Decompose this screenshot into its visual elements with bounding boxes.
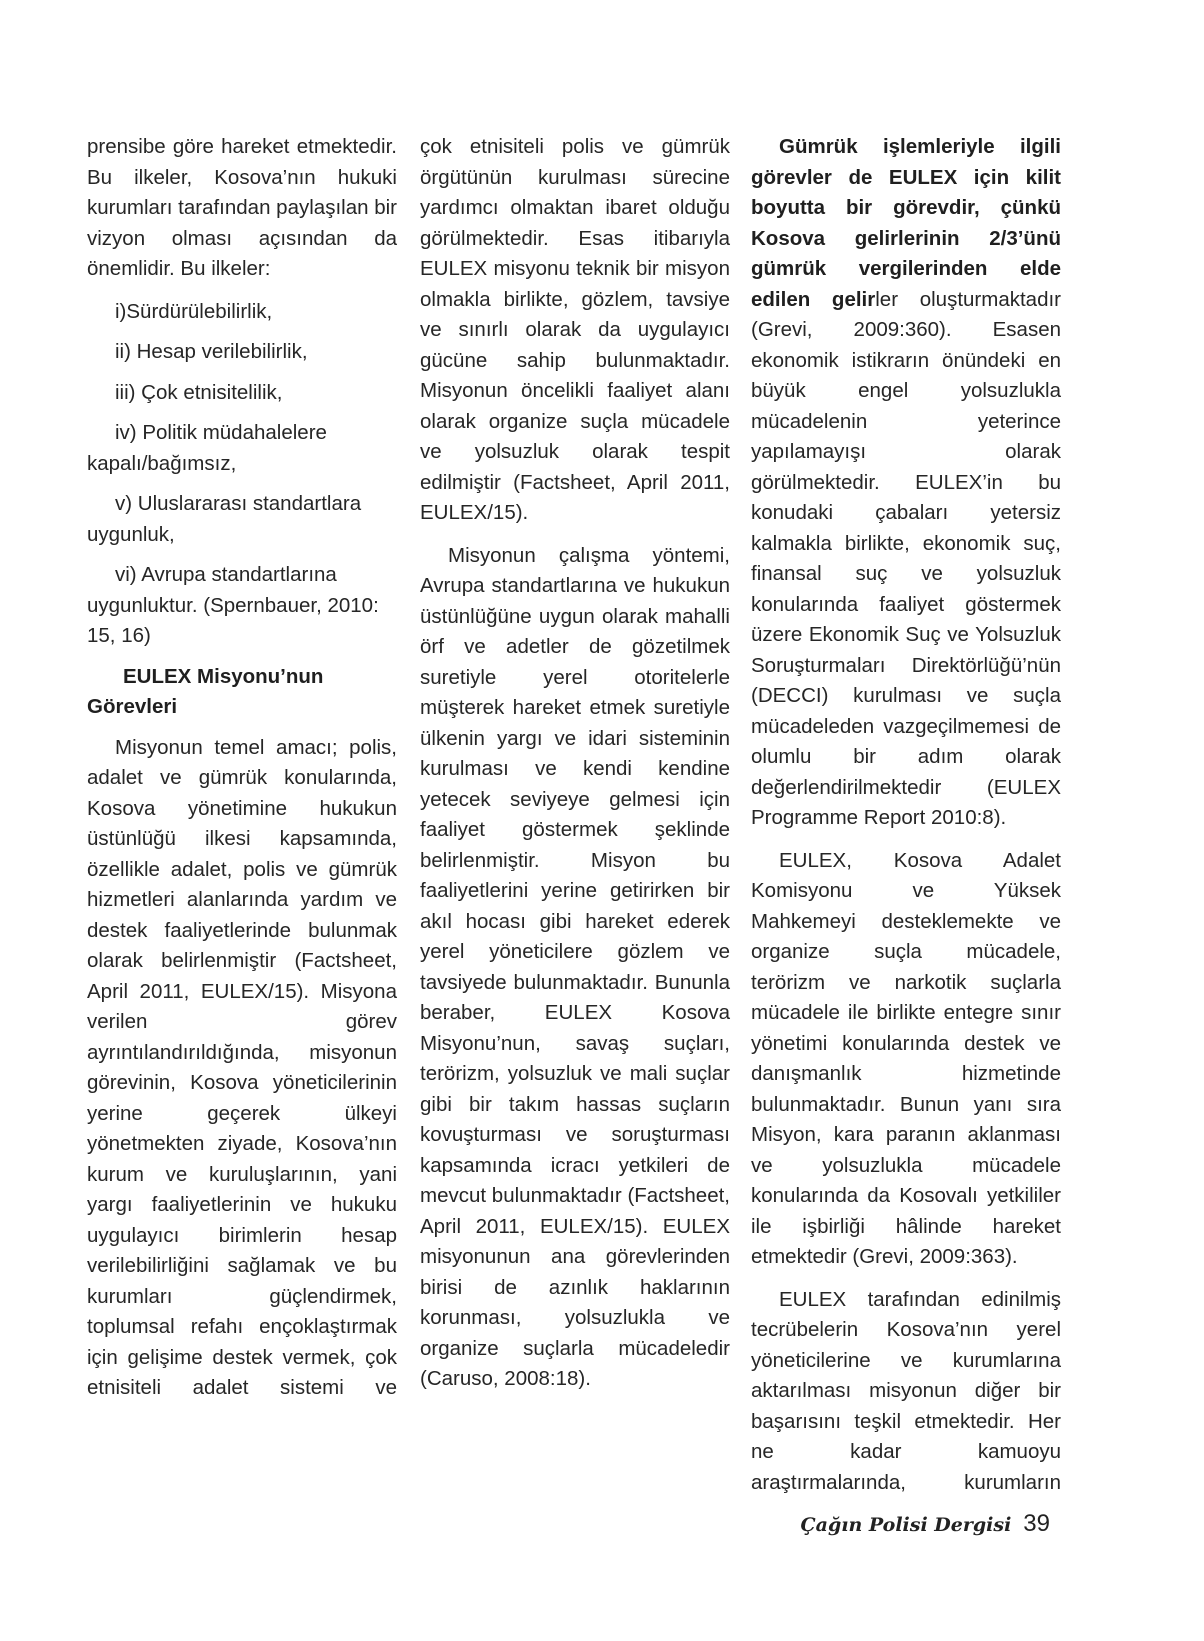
column-1 [87,132,397,1416]
intro-paragraph: prensibe göre hareket etmektedir. Bu ilkeler, Kosova’nın hukuki kurumları tarafından paylaşılan bir vizyon olması açısından da önemlidir. Bu ilkeler: [87,135,397,280]
principle-item: ii) Hesap verilebilirlik, [115,340,308,363]
principle-item: iv) Politik müdahalelere kapalı/bağımsız, [87,421,327,475]
principle-item: iii) Çok etnisitelilik, [115,380,283,404]
page-number: 39 [1023,1510,1050,1537]
body-paragraph: EULEX, Kosova Adalet Komisyonu ve Yüksek Mahkemeyi desteklemekte ve organize suçla mücadele, terörizm ve narkotik suçlarla mücadele ile birlikte entegre sınır yönetimi konularında destek ve danışmanlık hizmetinde bulunmaktadır. Bunun yanı sıra Misyon, kara paranın aklanması ve yolsuzlukla mücadele konularında da Kosovalı yetkililer ile işbirliği hâlinde hareket etmektedir (Grevi, 2009:363). [751,848,1061,1268]
section-heading: EULEX Misyonu’nun Görevleri [87,664,324,718]
body-paragraph: Misyonun temel amacı; polis, adalet ve gümrük konularında, Kosova yönetimine hukukun üstünlüğü ilkesi kapsamında, özellikle adalet, polis ve gümrük hizmetleri alanlarında yardım ve destek faaliyetlerinde bulunmak olarak belirlenmiştir (Factsheet, April 2011, EULEX/15). Misyona verilen görev ayrıntılandırıldığında, misyonun görevinin, Kosova yöneticilerinin yerine geçerek ülkeyi yönetmekten ziyade, Kosova’nın kurum ve kuruluşlarının, yani yargı faaliyetlerinin ve hukuku uygulayıcı birimlerin hesap verilebilirliğini sağlamak ve bu kurumları güçlendirmek, toplumsal refahı ençoklaştırmak için gelişime destek vermek, çok etnisiteli adalet sistemi ve [87,735,397,1399]
body-paragraph: çok etnisiteli polis ve gümrük örgütünün kurulması sürecine yardımcı olmaktan ibaret olduğu görülmektedir. Esas itibarıyla EULEX misyonu teknik bir misyon olmakla birlikte, gözlem, tavsiye ve sınırlı olarak da uygulayıcı gücüne sahip bulunmaktadır. Misyonun öncelikli faaliyet alanı olarak organize suçla mücadele ve yolsuzluk olarak tespit edilmiştir (Factsheet, April 2011, EULEX/15). [420,135,730,524]
body-paragraph [751,132,1061,834]
journal-title: Çağın Polisi Dergisi [800,1514,1012,1536]
body-paragraph: Misyonun çalışma yöntemi, Avrupa standartlarına ve hukukun üstünlüğüne uygun olarak mahalli örf ve adetler de gözetilmek suretiyle yerel otoritelerle müşterek hareket etmek suretiyle ülkenin yargı ve idari sisteminin kurulması ve kendi kendine yetecek seviyeye gelmesi için faaliyet göstermek şeklinde belirlenmiştir. Misyon bu faaliyetlerini yerine getirirken bir akıl hocası gibi hareket ederek yerel yöneticilere gözlem ve tavsiyede bulunmaktadır. Bununla beraber, EULEX Kosova Misyonu’nun, savaş suçları, terörizm, yolsuzluk ve mali suçlar gibi bir takım hassas suçların kovuşturması ve soruşturması kapsamında icracı yetkileri de mevcut bulunmaktadır (Factsheet, April 2011, EULEX/15). EULEX misyonunun ana görevlerinden birisi de azınlık haklarının korunması, yolsuzlukla ve organize suçlarla mücadeledir (Caruso, 2008:18). [420,543,730,1390]
principle-item: vi) Avrupa standartlarına uygunluktur. (Spernbauer, 2010: 15, 16) [87,563,379,647]
column-2 [420,132,730,1407]
paragraph-continuation: ler oluşturmaktadır (Grevi, 2009:360). Esasen ekonomik istikrarın önündeki en büyük engel yolsuzlukla mücadelenin yeterince yapılamayışı olarak görülmektedir. EULEX’in bu konudaki çabaları yetersiz kalmakla birlikte, ekonomik suç, finansal suç ve yolsuzluk konularında faaliyet göstermek üzere Ekonomik Suç ve Yolsuzluk Soruşturmaları Direktörlüğü’nün (DECCI) kurulması ve suçla mücadeleden vazgeçilmemesi de olumlu bir adım olarak değerlendirilmektedir (EULEX Programme Report 2010:8). [751,287,1061,829]
bold-lead-text: Gümrük işlemleriyle ilgili görevler de EULEX için kilit boyutta bir görevdir, çünkü Kosova gelirlerinin 2/3’ünü gümrük vergilerinden elde edilen gelir [751,135,1061,311]
page-footer [800,1510,1050,1538]
principle-item: i)Sürdürülebilirlik, [115,299,273,323]
body-paragraph: EULEX tarafından edinilmiş tecrübelerin Kosova’nın yerel yöneticilerine ve kurumlarına aktarılması misyonun diğer bir başarısını teşkil etmektedir. Her ne kadar kamuoyu araştırmalarında, kurumların [751,1287,1061,1494]
column-3 [751,132,1061,1510]
principle-item: v) Uluslararası standartlara uygunluk, [87,492,362,546]
